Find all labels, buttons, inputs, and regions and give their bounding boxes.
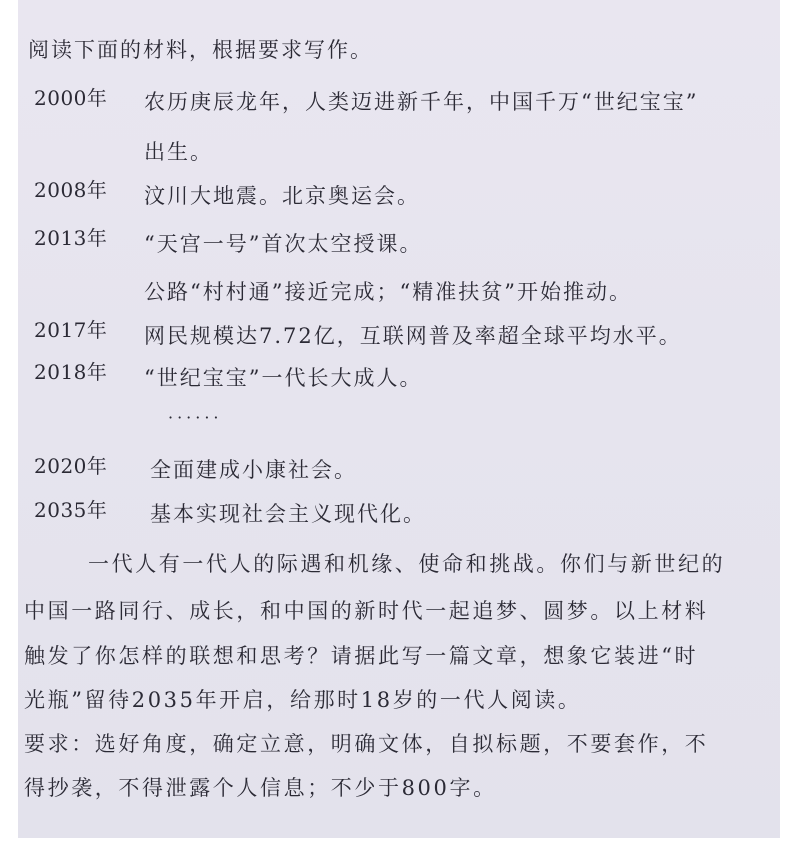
requirements-line-1: 要求：选好角度，确定立意，明确文体，自拟标题，不要套作，不: [24, 732, 709, 756]
year-2013: 2013年: [34, 226, 108, 250]
timeline-ellipsis: ······: [168, 408, 223, 427]
entry-2018-line-1: “世纪宝宝”一代长大成人。: [144, 366, 423, 390]
exam-paper: [18, 0, 780, 838]
requirements-line-2: 得抄袭，不得泄露个人信息；不少于800字。: [24, 776, 497, 800]
entry-2000-line-2: 出生。: [144, 140, 213, 164]
year-2020: 2020年: [34, 454, 108, 478]
entry-2000-line-1: 农历庚辰龙年，人类迈进新千年，中国千万“世纪宝宝”: [144, 90, 699, 114]
year-2000: 2000年: [34, 86, 108, 110]
prompt-line-3: 触发了你怎样的联想和思考？请据此写一篇文章，想象它装进“时: [24, 644, 699, 668]
entry-2013-line-1: “天宫一号”首次太空授课。: [144, 232, 423, 256]
entry-2020-line-1: 全面建成小康社会。: [150, 458, 357, 482]
intro-text: 阅读下面的材料，根据要求写作。: [28, 38, 373, 62]
prompt-line-2: 中国一路同行、成长，和中国的新时代一起追梦、圆梦。以上材料: [24, 599, 709, 623]
entry-2017-line-1: 网民规模达7.72亿，互联网普及率超全球平均水平。: [144, 324, 682, 348]
year-2008: 2008年: [34, 178, 108, 202]
entry-2013-line-2: 公路“村村通”接近完成；“精准扶贫”开始推动。: [144, 280, 632, 304]
entry-2008-line-1: 汶川大地震。北京奥运会。: [144, 184, 420, 208]
entry-2035-line-1: 基本实现社会主义现代化。: [150, 502, 426, 526]
prompt-line-1: 一代人有一代人的际遇和机缘、使命和挑战。你们与新世纪的: [88, 552, 726, 576]
year-2017: 2017年: [34, 318, 108, 342]
year-2018: 2018年: [34, 360, 108, 384]
year-2035: 2035年: [34, 498, 108, 522]
prompt-line-4: 光瓶”留待2035年开启，给那时18岁的一代人阅读。: [24, 688, 582, 712]
